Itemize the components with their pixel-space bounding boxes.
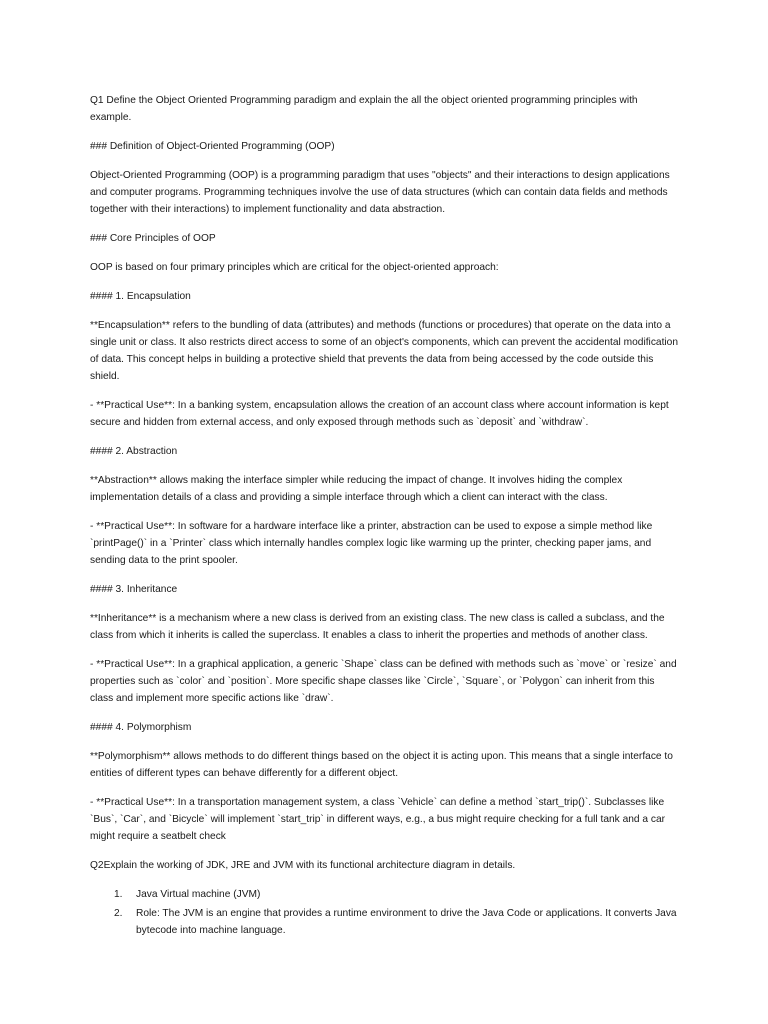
heading-encapsulation: #### 1. Encapsulation xyxy=(90,291,191,302)
paragraph-definition: Object-Oriented Programming (OOP) is a programming paradigm that uses "objects" and their interactions to design applications and computer programs. Programming techniques involve the use of data structures (which can contain data fields and methods together with their interactions) to implement functionality and data abstraction. xyxy=(90,170,670,215)
question-2: Q2Explain the working of JDK, JRE and JVM with its functional architecture diagram in details. xyxy=(90,860,516,871)
practical-use-inheritance: - **Practical Use**: In a graphical application, a generic `Shape` class can be defined with methods such as `move` or `resize` and properties such as `color` and `position`. More specific shape classes like `Circle`, `Square`, or `Polygon` can inherit from this class and implement more specific actions like `draw`. xyxy=(90,659,677,704)
heading-definition: ### Definition of Object-Oriented Programming (OOP) xyxy=(90,141,335,152)
list-item-number: 2. xyxy=(114,908,123,919)
heading-inheritance: #### 3. Inheritance xyxy=(90,584,178,595)
paragraph-core-principles: OOP is based on four primary principles which are critical for the object-oriented approach: xyxy=(90,262,499,273)
list-item xyxy=(90,886,680,903)
practical-use-abstraction: - **Practical Use**: In software for a hardware interface like a printer, abstraction can be used to expose a simple method like `printPage()` in a `Printer` class which internally handles complex logic like warming up the printer, checking paper jams, and sending data to the print spooler. xyxy=(90,521,653,566)
heading-polymorphism: #### 4. Polymorphism xyxy=(90,722,192,733)
list-item-text: Java Virtual machine (JVM) xyxy=(136,889,261,900)
practical-use-polymorphism: - **Practical Use**: In a transportation management system, a class `Vehicle` can define a method `start_trip()`. Subclasses like `Bus`, `Car`, and `Bicycle` will implement `start_trip` in different ways, e.g., a bus might require checking for a full tank and a car might require a seatbelt check xyxy=(90,797,666,842)
heading-core-principles: ### Core Principles of OOP xyxy=(90,233,216,244)
numbered-list xyxy=(90,886,680,939)
paragraph-abstraction: **Abstraction** allows making the interface simpler while reducing the impact of change. It involves hiding the complex implementation details of a class and providing a simple interface through which a client can interact with the class. xyxy=(90,475,623,503)
heading-abstraction: #### 2. Abstraction xyxy=(90,446,178,457)
paragraph-polymorphism: **Polymorphism** allows methods to do different things based on the object it is acting upon. This means that a single interface to entities of different types can behave differently for a different object. xyxy=(90,751,673,779)
paragraph-inheritance: **Inheritance** is a mechanism where a new class is derived from an existing class. The new class is called a subclass, and the class from which it inherits is called the superclass. It enables a class to inherit the properties and methods of another class. xyxy=(90,613,665,641)
list-item-number: 1. xyxy=(114,889,123,900)
paragraph-encapsulation: **Encapsulation** refers to the bundling of data (attributes) and methods (functions or procedures) that operate on the data into a single unit or class. It also restricts direct access to some of an object's components, which can prevent the accidental modification of data. This concept helps in building a protective shield that prevents the data from being accessed by the code outside this shield. xyxy=(90,320,679,382)
list-item xyxy=(90,905,680,939)
practical-use-encapsulation: - **Practical Use**: In a banking system, encapsulation allows the creation of an account class where account information is kept secure and hidden from external access, and only exposed through methods such as `deposit` and `withdraw`. xyxy=(90,400,669,428)
list-item-text: Role: The JVM is an engine that provides a runtime environment to drive the Java Code or applications. It converts Java bytecode into machine language. xyxy=(136,908,677,936)
question-1: Q1 Define the Object Oriented Programming paradigm and explain the all the object oriented programming principles with example. xyxy=(90,95,638,123)
